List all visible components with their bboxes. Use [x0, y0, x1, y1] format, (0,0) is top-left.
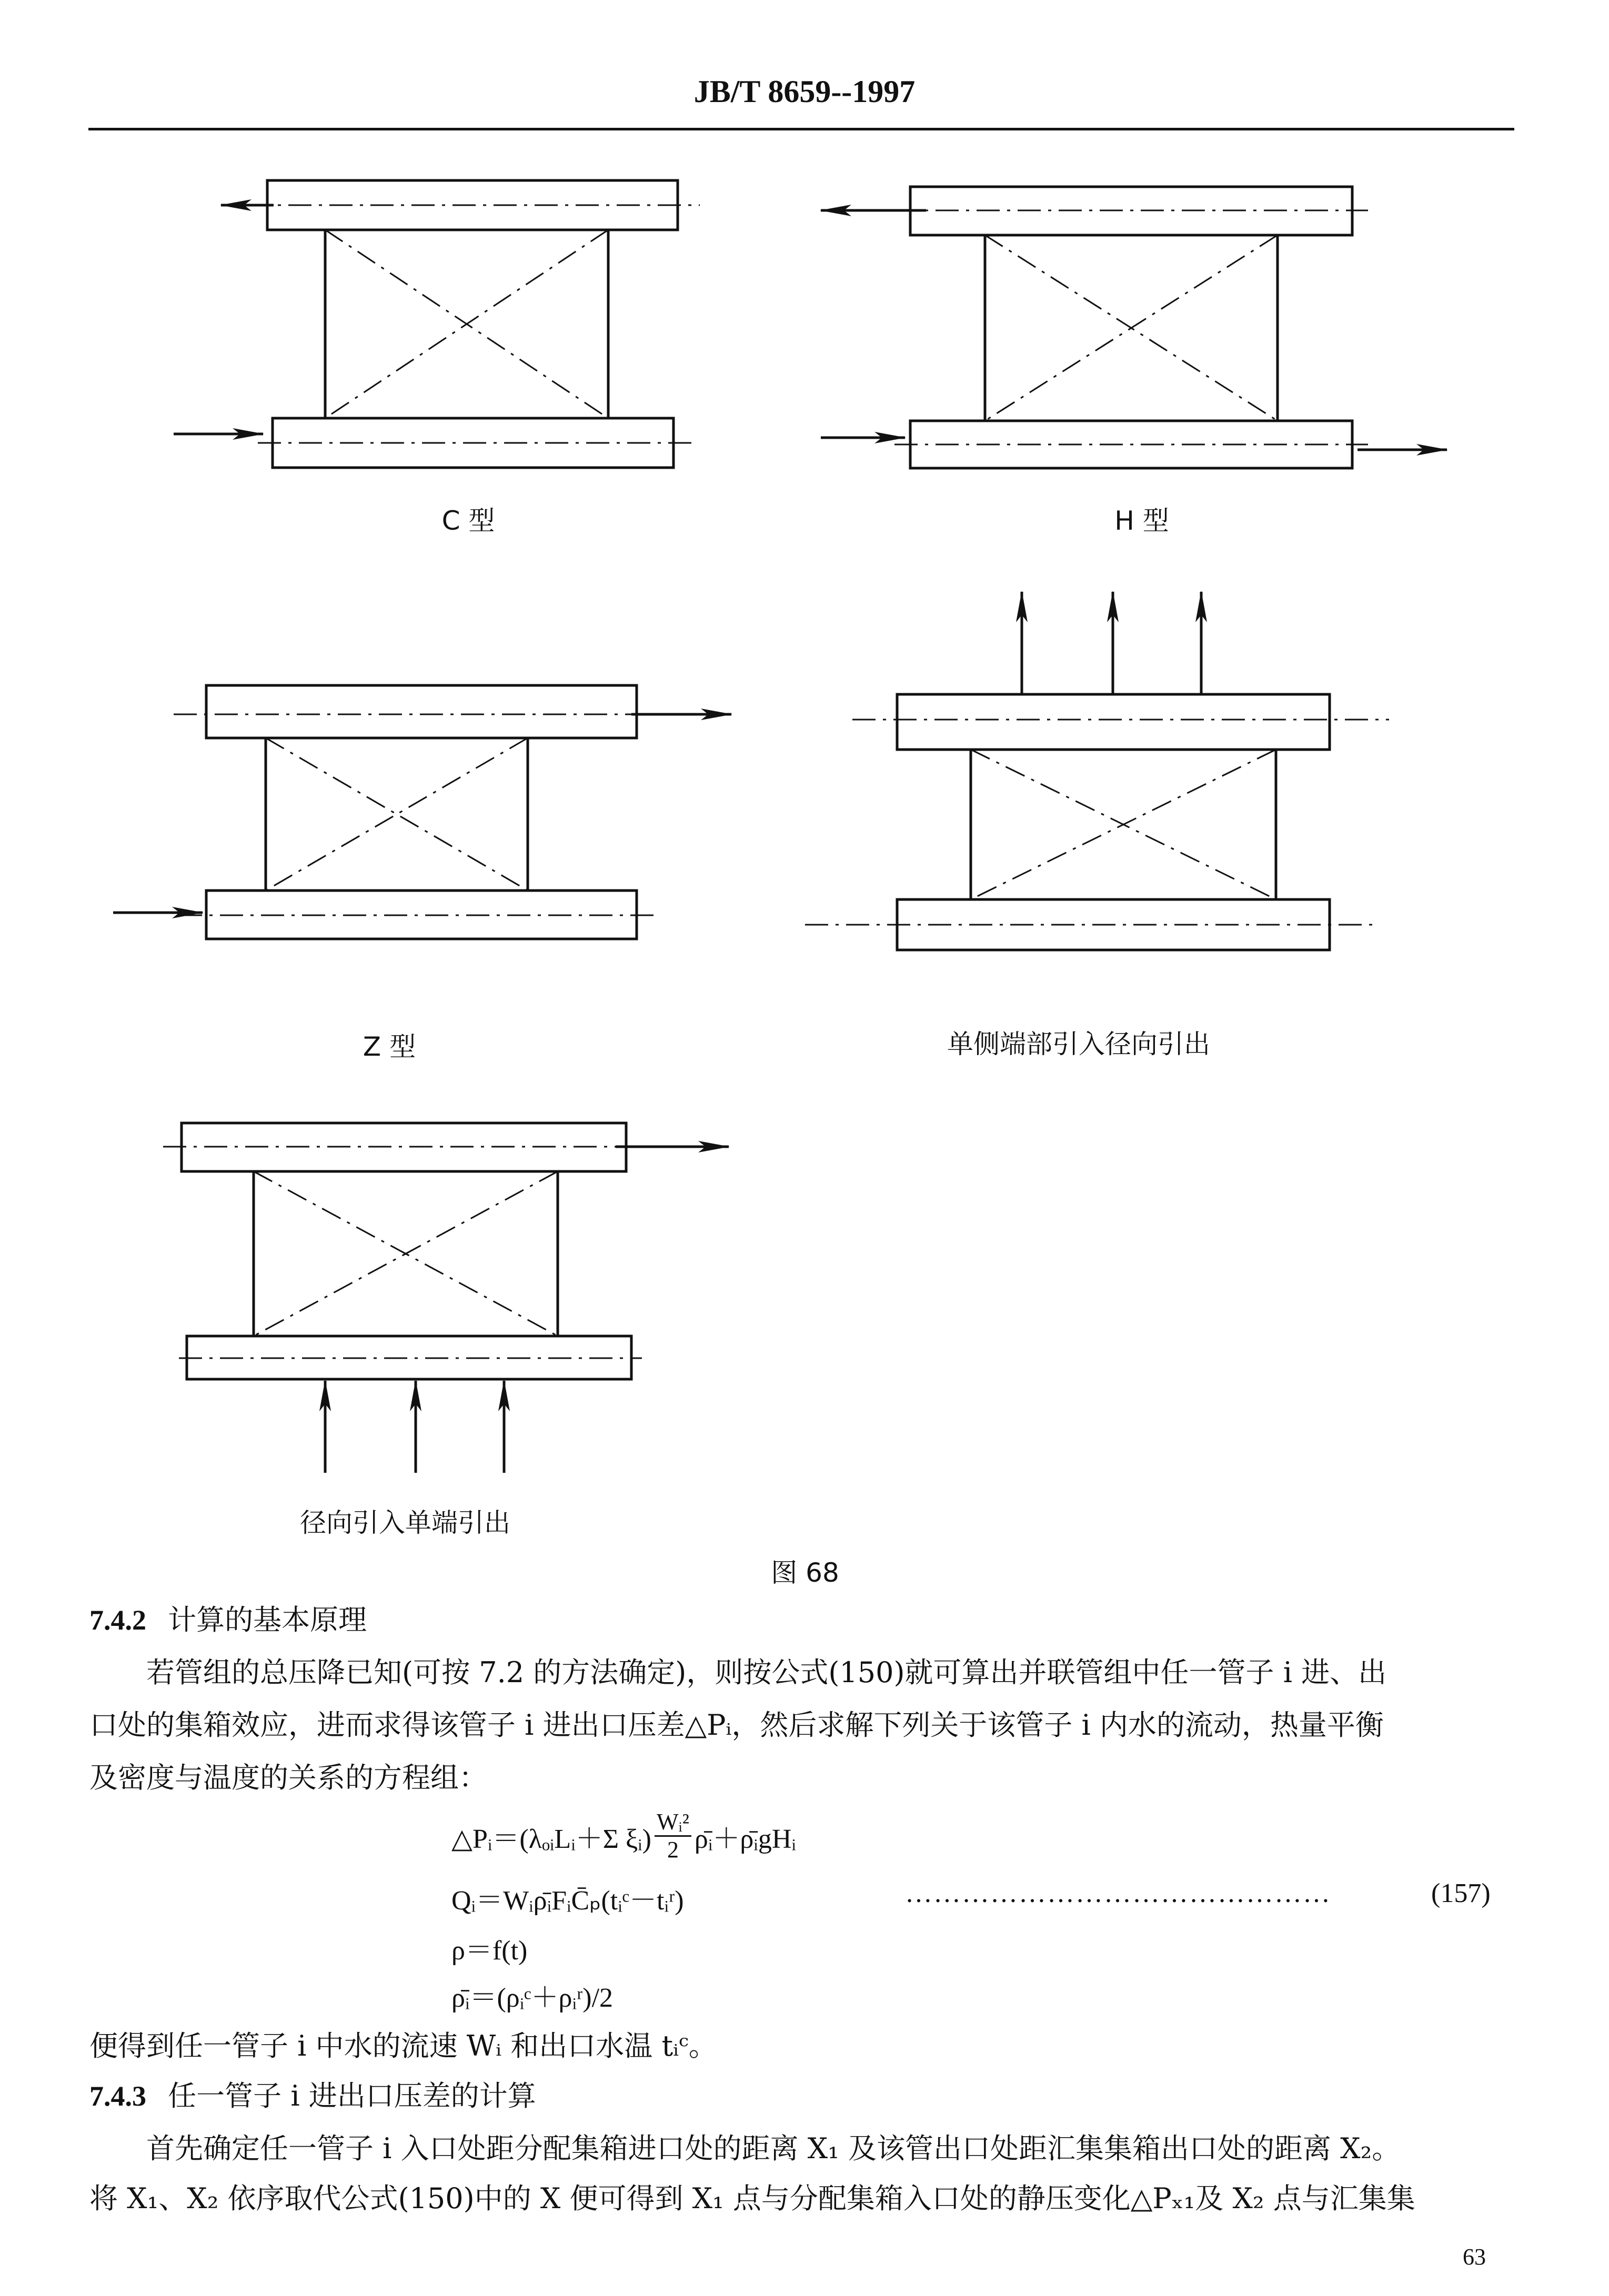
paragraph-line: 口处的集箱效应，进而求得该管子 i 进出口压差△Pᵢ，然后求解下列关于该管子 i 内水的流动，热量平衡 — [89, 1708, 1384, 1742]
diagram-z-type — [113, 685, 731, 939]
result-line: 便得到任一管子 i 中水的流速 Wᵢ 和出口水温 tᵢᶜ。 — [89, 2029, 717, 2062]
paragraph-line: 及密度与温度的关系的方程组： — [89, 1761, 487, 1794]
paragraph-line: 将 X₁、X₂ 依序取代公式(150)中的 X 便可得到 X₁ 点与分配集箱入口处的静压变化△Pₓ₁及 X₂ 点与汇集集 — [89, 2182, 1415, 2215]
equation-fraction — [655, 1809, 691, 1863]
section-7-4-2-heading — [89, 1594, 1521, 1646]
diagram-radial-in-single-end-out — [163, 1123, 729, 1473]
page-number: 63 — [1463, 2244, 1486, 2270]
equation-lhs: △Pᵢ＝(λₒᵢLᵢ＋Σ ξᵢ) — [451, 1824, 651, 1854]
equation-pressure-drop — [451, 1808, 796, 1863]
diagram-h-type — [821, 187, 1447, 468]
section-title: 计算的基本原理 — [168, 1603, 367, 1636]
caption-z-type: Z 型 — [363, 1031, 416, 1062]
diagram-c-type — [174, 180, 700, 468]
caption-radial-in-single-end-out: 径向引入单端引出 — [300, 1508, 510, 1538]
equation-density-function: ρ＝f(t) — [451, 1936, 528, 1966]
diagram-single-end-in-radial-out — [805, 592, 1389, 950]
equation-heat-balance: Qᵢ＝Wᵢρ̄ᵢFᵢC̄ₚ(tᵢᶜ－tᵢʳ) — [451, 1886, 684, 1916]
caption-single-end-in-radial-out: 单侧端部引入径向引出 — [947, 1029, 1210, 1059]
caption-c-type: C 型 — [441, 505, 495, 536]
paragraph-line: 首先确定任一管子 i 入口处距分配集箱进口处的距离 X₁ 及该管出口处距汇集集箱出口处的距离 X₂。 — [146, 2132, 1401, 2165]
figure-title: 图 68 — [771, 1557, 839, 1588]
caption-h-type: H 型 — [1114, 505, 1169, 536]
fraction-denominator: 2 — [667, 1836, 679, 1863]
document-code-header: JB/T 8659--1997 — [693, 74, 916, 109]
fraction-numerator: Wᵢ² — [655, 1809, 691, 1837]
section-number: 7.4.2 — [89, 1604, 146, 1636]
equation-number: (157) — [1431, 1878, 1491, 1908]
section-number: 7.4.3 — [89, 2080, 146, 2112]
equation-mean-density: ρ̄ᵢ＝(ρᵢᶜ＋ρᵢʳ)/2 — [451, 1983, 614, 2013]
section-title: 任一管子 i 进出口压差的计算 — [168, 2079, 536, 2112]
section-7-4-3-heading — [89, 2070, 1521, 2122]
equation-tail: ρ̄ᵢ＋ρ̄ᵢgHᵢ — [694, 1824, 796, 1854]
equation-leader-dots: ……………………………………… — [905, 1878, 1331, 1908]
paragraph-line: 若管组的总压降已知(可按 7.2 的方法确定)，则按公式(150)就可算出并联管组中任一管子 i 进、出 — [146, 1656, 1387, 1689]
